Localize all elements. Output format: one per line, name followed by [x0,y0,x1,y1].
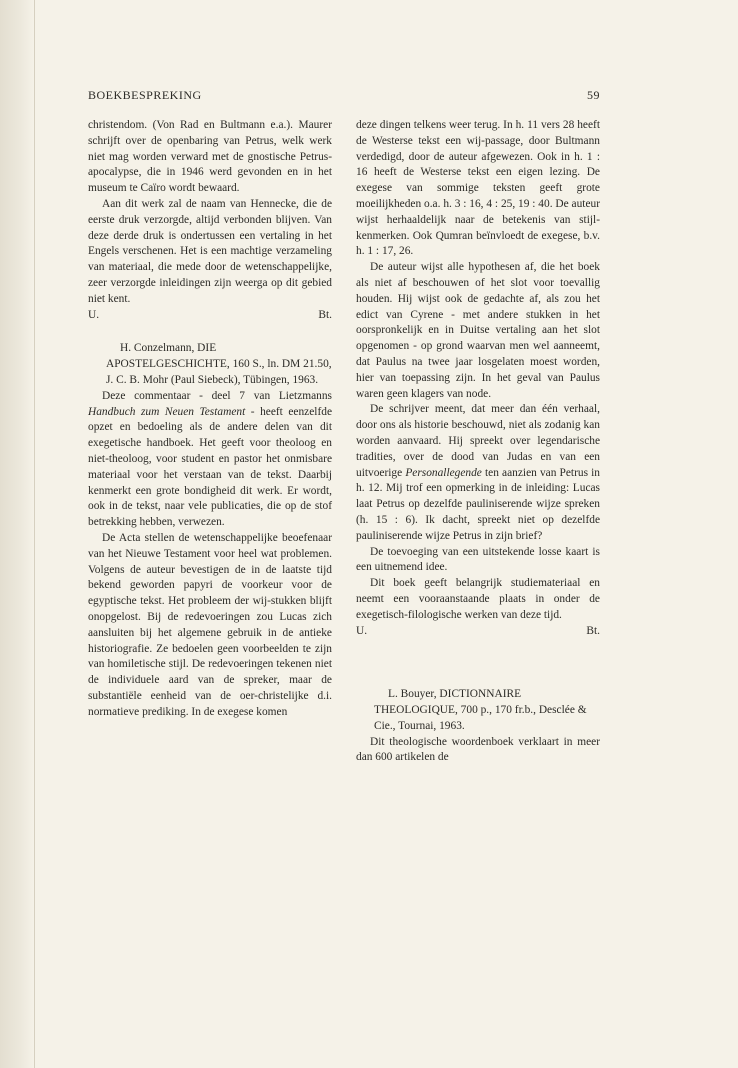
review-signature [356,624,600,640]
paragraph: De auteur wijst alle hypothesen af, die het boek als niet af beschouwen of het slot voor toevallig houden. Hij wijst ook de gedachte af, als zou het edict van Cyrene - met andere stukken in het oorspronkelijk en in Duitse vertaling aan het slot opgenomen - op grond waarvan men wel aanneemt, dat Paulus na twee jaar losgelaten moest worden, hier van toepassing zijn. In het geval van Paulus waren geen klagers van node. [356,261,600,400]
book-reference: L. Bouyer, DICTIONNAIRE THEOLOGIQUE, 700 p., 170 fr.b., Desclée & Cie., Tournai, 1963. [374,688,587,732]
paragraph: Dit theologische woordenboek verklaart in meer dan 600 artikelen de [356,735,600,764]
right-column [356,118,600,766]
signature-initial: Bt. [318,308,332,321]
signature-initial: U. [356,624,368,637]
scan-page-edge [0,0,35,1068]
page-number: 59 [587,88,600,102]
paragraph: De Acta stellen de wetenschappelijke beoefenaar van het Nieuwe Testament voor heel wat problemen. Volgens de auteur bevestigen de in de laatste tijd bekend geworden papyri de voorkeur voor de egyptische tekst. Het probleem der wij-stukken blijft onopgelost. Bij de redevoeringen zou Lucas zich aansluiten bij het algemene gebruik in de antieke historiografie. Ze bedoelen geen voorbeelden te zijn van homiletische stijl. De redevoeringen tekenen niet de individuele aard van de spreker, maar de substantiële eenheid van de oer-christelijke d.i. normatieve prediking. In de exegese komen [88,531,332,718]
paragraph: Deze commentaar - deel 7 van Lietzmanns Handbuch zum Neuen Testament - heeft eenzelfde opzet en bedoeling als de andere delen van dit exegetische handboek. Het geeft voor theoloog en niet-theoloog, voor student en pastor het onmisbare materiaal voor het verstaan van de tekst. Daarbij kenmerkt een grote bondigheid dit werk. Er wordt, ook in de tekst, naar vele publicaties, die op de stof betrekking hebben, verwezen. [88,389,332,529]
paragraph: De toevoeging van een uitstekende losse kaart is een uitnemend idee. [356,545,600,574]
signature-initial: Bt. [586,624,600,637]
paragraph: deze dingen telkens weer terug. In h. 11 vers 28 heeft de Westerse tekst een wij-passage, door Bultmann verdedigd, door de auteur afgewezen. Ook in h. 1 : 16 heeft de Westerse tekst een eigen lezing. De exegese van sommige teksten geeft grote moeilijkheden o.a. h. 3 : 16, 4 : 25, 19 : 40. De auteur wijst herhaaldelijk naar de betekenis van stijl-kenmerken. Ook Qumran beïnvloedt de exegese, b.v. h. 1 : 17, 26. [356,119,600,258]
paragraph: De schrijver meent, dat meer dan één verhaal, door ons als historie beschouwd, niet als zodanig kan worden aanvaard. Hij spreekt over legendarische tradities, over de dood van Judas en van een uitvoerige Personallegende ten aanzien van Petrus in h. 12. Mij trof een opmerking in de inleiding: Lucas laat Petrus op dezelfde pauliniserende wijze spreken (h. 15 : 6). Ik dacht, spreekt niet op dezelfde pauliniserende wijze Petrus in zijn brief? [356,403,600,542]
italic-title: Handbuch zum Neuen Testament [88,405,246,418]
signature-initial: U. [88,308,100,321]
paragraph: Aan dit werk zal de naam van Hennecke, die de eerste druk verzorgde, altijd verbonden blijven. Van deze derde druk is ondertussen een vertaling in het Engels verschenen. Het is een machtige verzameling van materiaal, die mede door de wetenschappelijke, zeer verzorgde inleidingen zijn weerga op dit gebied niet kent. [88,197,332,305]
left-column [88,118,332,720]
italic-title: Personallegende [405,466,482,479]
review-signature [88,308,332,324]
running-header [88,88,600,108]
paragraph: christendom. (Von Rad en Bultmann e.a.). Maurer schrijft over de openbaring van Petrus, welk werk niet mag worden verward met de gnostische Petrus-apocalypse, die in 1946 werd gevonden en in het museum te Caïro wordt bewaard. [88,119,332,195]
running-title: BOEKBESPREKING [88,88,202,102]
book-reference: H. Conzelmann, DIE APOSTELGESCHICHTE, 160 S., ln. DM 21.50, J. C. B. Mohr (Paul Siebeck), Tübingen, 1963. [106,342,332,386]
paragraph: Dit boek geeft belangrijk studiemateriaal en neemt een vooraanstaande plaats in onder de exegetisch-filologische werken van deze tijd. [356,577,600,621]
